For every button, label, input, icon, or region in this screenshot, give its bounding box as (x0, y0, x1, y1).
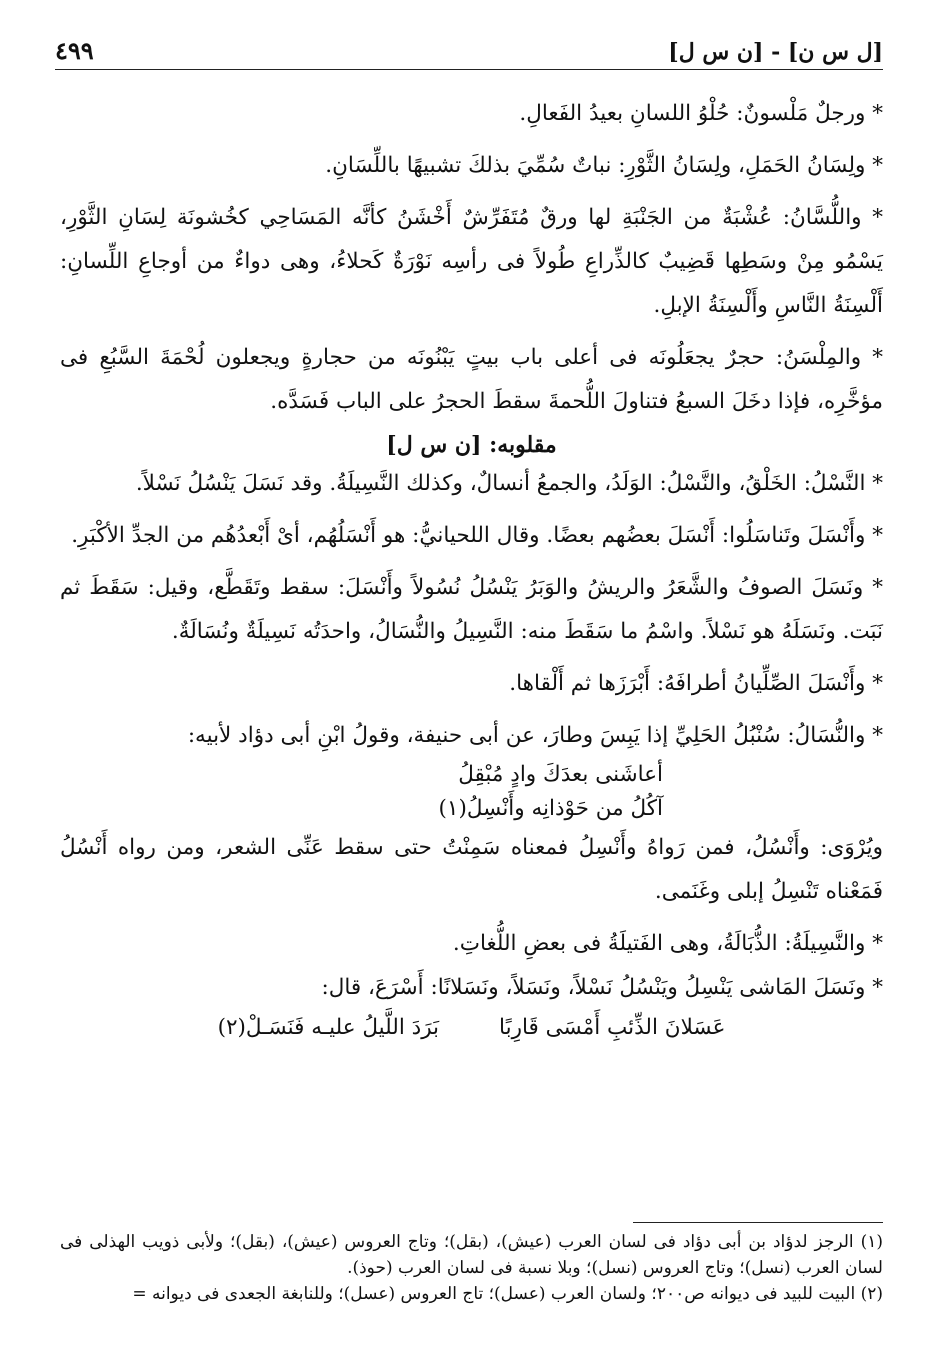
final-verse (60, 1010, 883, 1046)
entry-lisan-alhamal: * ولِسَانُ الحَمَلِ، ولِسَانُ الثَّوْرِ: نباتٌ سُمِّيَ بذلكَ تشبيهًا باللِّسَانِ. (325, 153, 883, 178)
footnote-divider (633, 1222, 883, 1223)
entry-nasala-almashi: * ونَسَلَ المَاشى يَنْسِلُ ويَنْسُلُ نَسْلاً، ونَسَلاً، ونَسَلانًا: أَسْرَعَ، قال: (321, 975, 883, 1000)
verse-hemistich: عَسَلانَ الذِّئبِ أَمْسَى قَارِبًا (499, 1015, 726, 1040)
entry-nasala-assuf: * ونَسَلَ الصوفُ والشَّعَرُ والريشُ والوَبَرُ يَنْسُلُ نُسُولاً وأَنْسَلَ: سقط وتَقَطَّع، وقيل: سَقَطَ ثم نَبَت. ونَسَلَهُ هو نَسْلاً. واسْمُ ما سَقَطَ منه: النَّسِيلُ والنُّسَالُ، واحدَتُه نَسِيلَةٌ ونُسَالَةٌ. (60, 575, 883, 644)
page-number: ٤٩٩ (55, 36, 94, 65)
entry-annusal: * والنُّسَالُ: سُنْبُلُ الحَلِيِّ إذا يَبِسَ وطارَ، عن أبى حنيفة، وقولُ ابْنِ أبى دؤاد لأبيه: (187, 723, 883, 748)
section-heading: مقلوبه: [ن س ل] (386, 432, 557, 458)
footnote-2: (٢) البيت للبيد فى ديوانه ص٢٠٠؛ ولسان العرب (عسل)؛ تاج العروس (عسل)؛ وللنابغة الجعدى فى ديوانه = (132, 1284, 883, 1304)
verse-line: آكُلُ من حَوْذانِه وأَنْسِلُ(١) (438, 796, 663, 821)
verse-block (60, 758, 883, 826)
footnote-1: (١) الرجز لدؤاد بن أبى دؤاد فى لسان العرب (عيش)، (بقل)؛ وتاج العروس (عيش)، (بقل)؛ ولأبى ذويب الهذلى فى لسان العرب (نسل)؛ وتاج العروس (نسل)؛ وبلا نسبة فى لسان العرب (حوذ). (60, 1232, 883, 1278)
footnote (60, 1229, 883, 1281)
entry-malsun: * ورجلٌ مَلْسونٌ: حُلْوُ اللسانِ بعيدُ الفَعالِ. (519, 101, 883, 126)
entry-ansala: * وأَنْسَلَ وتَناسَلُوا: أَنْسَلَ بعضُهم بعضًا. وقال اللحيانيُّ: هو أَنْسَلُهُم، أىْ أَبْعدُهُم من الجدِّ الأكْبَرِ. (71, 523, 883, 548)
entry-annasila: * والنَّسِيلَةُ: الذُّبَالَةُ، وهى الفَتيلَةُ فى بعضِ اللُّغاتِ. (452, 931, 883, 956)
entry-almilsan: * والمِلْسَنُ: حجرٌ يجعَلُونَه فى أعلى باب بيتٍ يَبْنُونَه من حجارةٍ ويجعلون لُحْمَةَ السَّبُعِ فى مؤخَّرِه، فإذا دخَلَ السبعُ فتناولَ اللُّحمةَ سقطَ الحجرُ على الباب فَسَدَّه. (60, 345, 883, 414)
entry-allussan: * واللُّسَّانُ: عُشْبَةٌ من الجَنْبَةِ لها ورقٌ مُتَفَرِّشٌ أَخْشَنُ كأنَّه المَسَاحِي كخُشونَة لِسَانِ الثَّوْرِ، يَسْمُو مِنْ وسَطِها قَضِيبٌ كالذِّراعِ طُولاً فى رأسِه نَوْرَةٌ كَحلاءُ، وهى دواءٌ من أوجاعِ اللِّسانِ: أَلْسِنَةُ النَّاسِ وأَلْسِنَةُ الإبلِ. (60, 205, 883, 318)
entry-annasl: * النَّسْلُ: الخَلْقُ، والنَّسْلُ: الوَلَدُ، والجمعُ أنسالٌ، وكذلك النَّسِيلَةُ. وقد نَسَلَ يَنْسُلُ نَسْلاً. (135, 471, 883, 496)
entry-yurwa: ويُرْوَى: وأَنْسُلُ، فمن رَواهُ وأَنْسِلُ فمعناه سَمِنْتُ حتى سقط عَنِّى الشعر، ومن رواه أَنْسُلُ فَمَعْناه تَنْسِلُ إبلى وغَنَمى. (60, 835, 883, 904)
body-text (60, 92, 883, 1046)
verse-line: أعاشَنى بعدَكَ وادٍ مُبْقِلُ (458, 762, 663, 787)
entry-assilliyan: * وأَنْسَلَ الصِّلِّيانُ أطرافَهُ: أَبْرَزَها ثم أَلْقاها. (509, 671, 883, 696)
footnote (60, 1281, 883, 1307)
footnotes (60, 1222, 883, 1307)
running-title: [ل س ن] - [ن س ل] (668, 39, 883, 65)
verse-hemistich: بَرَدَ اللَّيلُ عليـه فَنَسَـلْ(٢) (217, 1015, 440, 1040)
page-header (55, 30, 883, 70)
